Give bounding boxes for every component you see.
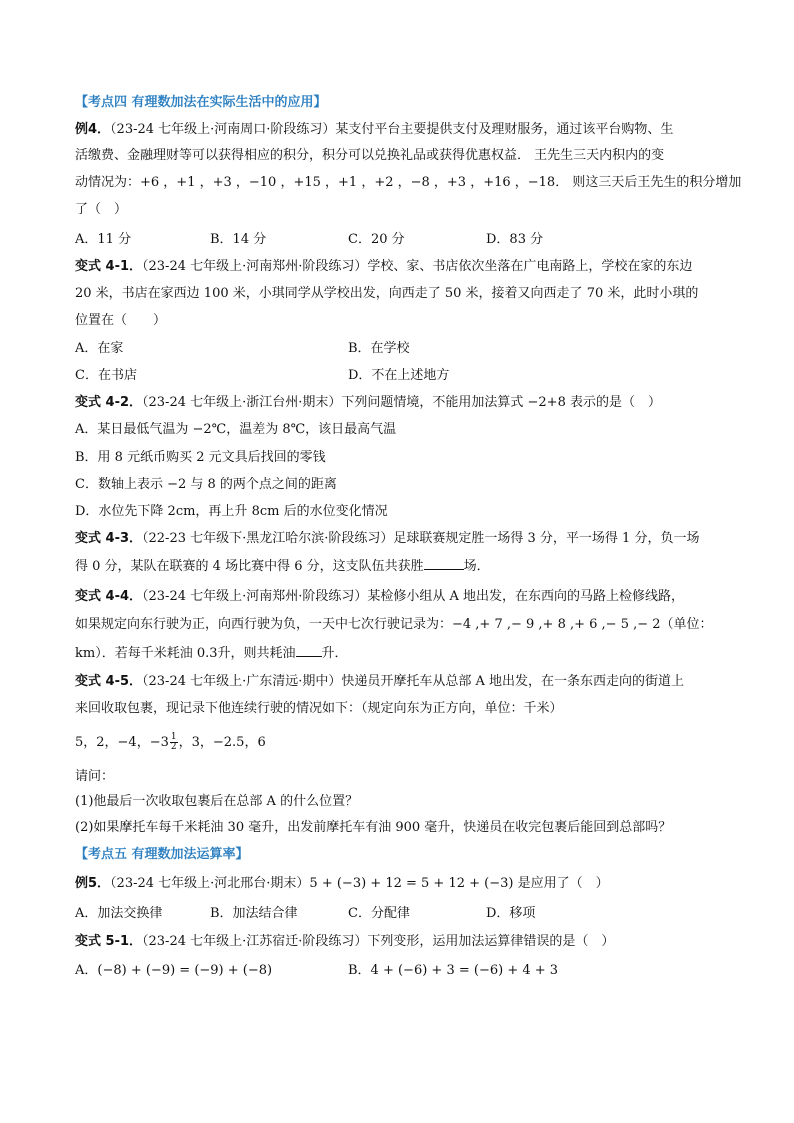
variant-4-1-option-b: B．在学校: [348, 341, 410, 356]
variant-4-4-line-2: 如果规定向东行驶为正，向西行驶为负，一天中七次行驶记录为：−4 ,+ 7 ,− 9 ,+ 8 ,+ 6 ,− 5 ,− 2（单位：: [75, 617, 713, 632]
variant-5-1-option-a: A．(−8) + (−9) = (−9) + (−8): [75, 963, 273, 978]
fraction-denominator: 2: [170, 742, 177, 752]
variant-4-4-text-3a: km）．若每千米耗油 0.3升，则共耗油: [75, 646, 296, 661]
variant-4-5-ask: 请问：: [75, 769, 115, 784]
example-4-line-3: 动情况为：+6 ，+1 ，+3 ，−10 ，+15 ，+1 ，+2 ，−8 ，+3 ，+16 ，−18． 则这三天后王先生的积分增加: [75, 175, 742, 190]
variant-4-2-option-c: C．数轴上表示 −2 与 8 的两个点之间的距离: [75, 477, 337, 492]
answer-blank: [296, 644, 322, 657]
example-5-option-c: C．分配律: [348, 906, 410, 921]
variant-5-1-label: 变式 5-1．: [75, 934, 143, 949]
example-5-line-1: [75, 875, 725, 893]
example-5-option-b: B．加法结合律: [210, 906, 298, 921]
variant-4-1-text-1: （23-24 七年级上·河南郑州·阶段练习）学校、家、书店依次坐落在广电南路上，学校在家的东边: [142, 259, 693, 274]
variant-4-2-label: 变式 4-2．: [75, 395, 143, 410]
variant-4-1-option-c: C．在书店: [75, 368, 137, 383]
variant-4-1-option-d: D．不在上述地方: [348, 368, 450, 383]
example-4-label: 例4．: [75, 122, 111, 137]
variant-5-1-option-b: B．4 + (−6) + 3 = (−6) + 4 + 3: [348, 963, 559, 978]
section-5-heading: 【考点五 有理数加法运算率】: [75, 847, 249, 862]
example-4-line-4: 了（ ）: [75, 202, 128, 217]
variant-4-4-text-3b: 升．: [321, 646, 348, 661]
variant-4-2-option-d: D．水位先下降 2cm，再上升 8cm 后的水位变化情况: [75, 504, 388, 519]
example-4-option-c: C．20 分: [348, 232, 405, 247]
section-4-heading: 【考点四 有理数加法在实际生活中的应用】: [75, 95, 327, 110]
variant-4-3-text-2b: 场．: [463, 559, 490, 574]
variant-4-4-text-1: （23-24 七年级上·河南郑州·阶段练习）某检修小组从 A 地出发，在东西向的马路上检修线路，: [142, 589, 685, 604]
variant-4-3-label: 变式 4-3．: [75, 531, 143, 546]
variant-4-5-label: 变式 4-5．: [75, 674, 143, 689]
fraction-numerator: 1: [170, 732, 177, 742]
example-4-text-1: （23-24 七年级上·河南周口·阶段练习）某支付平台主要提供支付及理财服务，通过该平台购物、生: [110, 122, 674, 137]
example-5-option-a: A．加法交换律: [75, 906, 163, 921]
variant-4-4-label: 变式 4-4．: [75, 589, 143, 604]
example-5-option-d: D．移项: [486, 906, 536, 921]
variant-4-5-data-b: ，3，−2.5，6: [178, 735, 266, 750]
variant-4-1-label: 变式 4-1．: [75, 259, 143, 274]
variant-4-2-line-1: [75, 394, 725, 412]
variant-4-1-line-1: [75, 258, 725, 276]
example-4-option-a: A．11 分: [75, 232, 132, 247]
variant-4-3-line-1: [75, 530, 725, 548]
example-4-option-d: D．83 分: [486, 232, 544, 247]
variant-4-2-option-a: A．某日最低气温为 −2℃，温差为 8℃，该日最高气温: [75, 422, 397, 437]
variant-4-5-question-1: (1)他最后一次收取包裹后在总部 A 的什么位置？: [75, 794, 359, 809]
variant-4-5-text-1: （23-24 七年级上·广东清远·期中）快递员开摩托车从总部 A 地出发，在一条东西走向的街道上: [142, 674, 685, 689]
fraction: [170, 733, 178, 752]
variant-4-5-line-2: 来回收取包裹，现记录下他连续行驶的情况如下：（规定向东为正方向，单位：千米）: [75, 701, 563, 716]
variant-4-2-option-b: B．用 8 元纸币购买 2 元文具后找回的零钱: [75, 450, 326, 465]
variant-5-1-line-1: [75, 933, 725, 951]
example-4-option-b: B．14 分: [210, 232, 267, 247]
variant-4-1-line-3: 位置在（ ）: [75, 313, 167, 328]
variant-5-1-text-1: （23-24 七年级上·江苏宿迁·阶段练习）下列变形，运用加法运算律错误的是（ ）: [142, 934, 615, 949]
answer-blank: [424, 557, 464, 570]
variant-4-1-option-a: A．在家: [75, 341, 124, 356]
example-5-label: 例5．: [75, 876, 111, 891]
variant-4-4-line-1: [75, 588, 725, 606]
variant-4-5-question-2: (2)如果摩托车每千米耗油 30 毫升，出发前摩托车有油 900 毫升，快递员在收完包裹后能回到总部吗？: [75, 820, 672, 835]
example-4-line-2: 活缴费、金融理财等可以获得相应的积分，积分可以兑换礼品或获得优惠权益． 王先生三天内积内的变: [75, 148, 665, 163]
example-5-text-1: （23-24 七年级上·河北邢台·期末）5 + (−3) + 12 = 5 + 12 + (−3) 是应用了（ ）: [110, 876, 609, 891]
variant-4-5-data-a: 5，2，−4，−3: [75, 735, 169, 750]
variant-4-2-text-1: （23-24 七年级上·浙江台州·期末）下列问题情境，不能用加法算式 −2+8 表示的是（ ）: [142, 395, 661, 410]
variant-4-4-line-3: [75, 644, 725, 663]
variant-4-3-text-2a: 得 0 分，某队在联赛的 4 场比赛中得 6 分，这支队伍共获胜: [75, 559, 424, 574]
variant-4-5-line-1: [75, 673, 725, 691]
variant-4-5-data-line: [75, 733, 725, 752]
variant-4-3-line-2: [75, 557, 725, 576]
variant-4-1-line-2: 20 米，书店在家西边 100 米，小琪同学从学校出发，向西走了 50 米，接着又向西走了 70 米，此时小琪的: [75, 286, 699, 301]
example-4-line-1: [75, 121, 725, 139]
variant-4-3-text-1: （22-23 七年级下·黑龙江哈尔滨·阶段练习）足球联赛规定胜一场得 3 分，平一场得 1 分，负一场: [142, 531, 700, 546]
